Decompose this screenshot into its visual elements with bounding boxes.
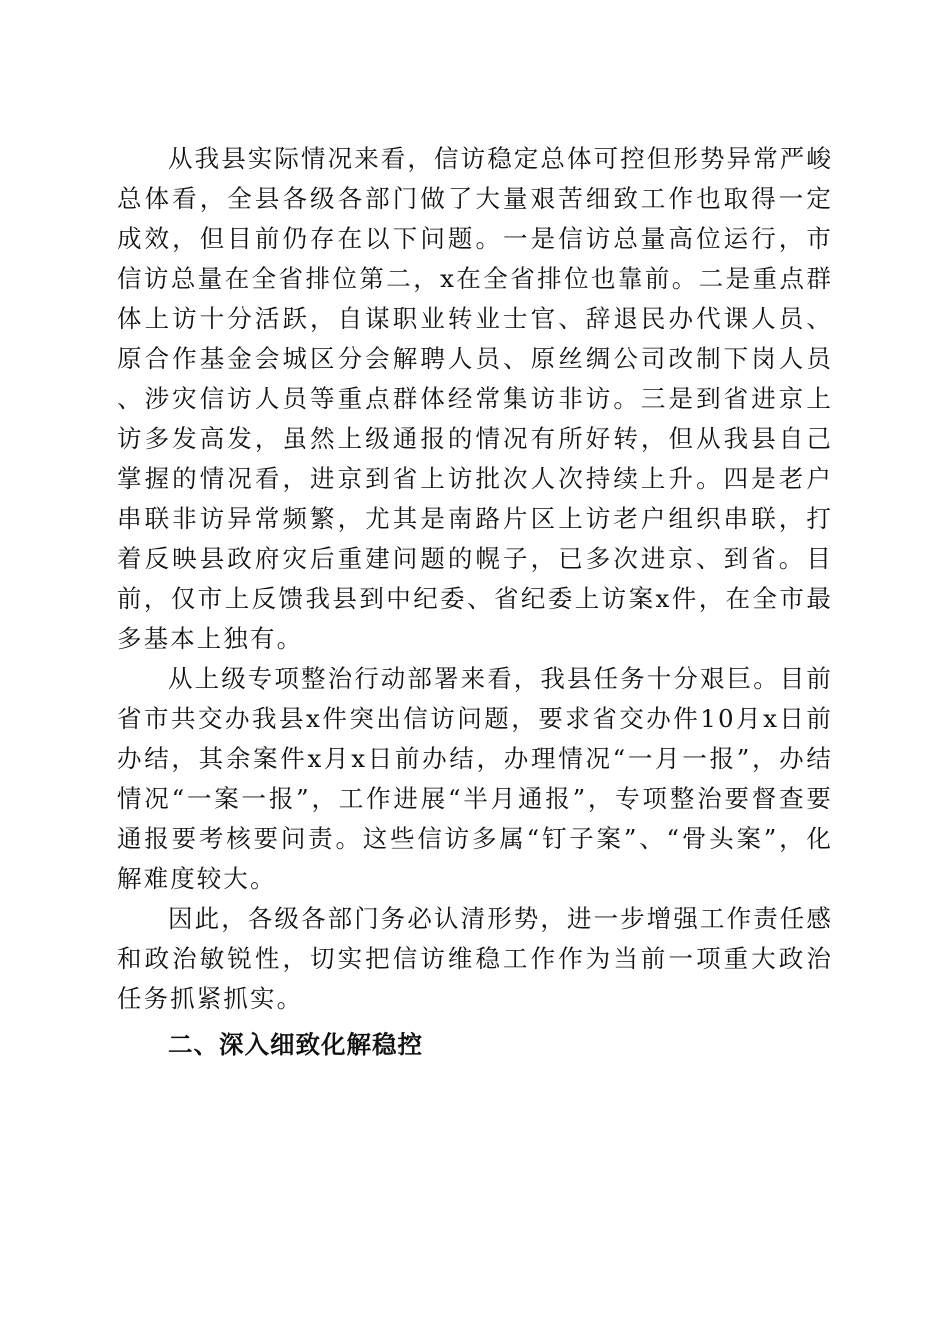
paragraph-conclusion: 因此，各级各部门务必认清形势，进一步增强工作责任感和政治敏锐性，切实把信访维稳工作作为当前一项重大政治任务抓紧抓实。 (117, 904, 833, 1013)
document-body (117, 139, 833, 1065)
paragraph-special-rectification: 从上级专项整治行动部署来看，我县任务十分艰巨。目前省市共交办我县x件突出信访问题，要求省交办件10月x日前办结，其余案件x月x日前办结，办理情况“一月一报”，办结情况“一案一报”，工作进展“半月通报”，专项整治要督查要通报要考核要问责。这些信访多属“钉子案”、“骨头案”，化解难度较大。 (117, 664, 833, 893)
paragraph-situation: 从我县实际情况来看，信访稳定总体可控但形势异常严峻总体看，全县各级各部门做了大量艰苦细致工作也取得一定成效，但目前仍存在以下问题。一是信访总量高位运行，市信访总量在全省排位第二，x在全省排位也靠前。二是重点群体上访十分活跃，自谋职业转业士官、辞退民办代课人员、原合作基金会城区分会解聘人员、原丝绸公司改制下岗人员、涉灾信访人员等重点群体经常集访非访。三是到省进京上访多发高发，虽然上级通报的情况有所好转，但从我县自己掌握的情况看，进京到省上访批次人次持续上升。四是老户串联非访异常频繁，尤其是南路片区上访老户组织串联，打着反映县政府灾后重建问题的幌子，已多次进京、到省。目前，仅市上反馈我县到中纪委、省纪委上访案x件，在全市最多基本上独有。 (117, 144, 833, 653)
section-heading: 二、深入细致化解稳控 (168, 1030, 423, 1059)
